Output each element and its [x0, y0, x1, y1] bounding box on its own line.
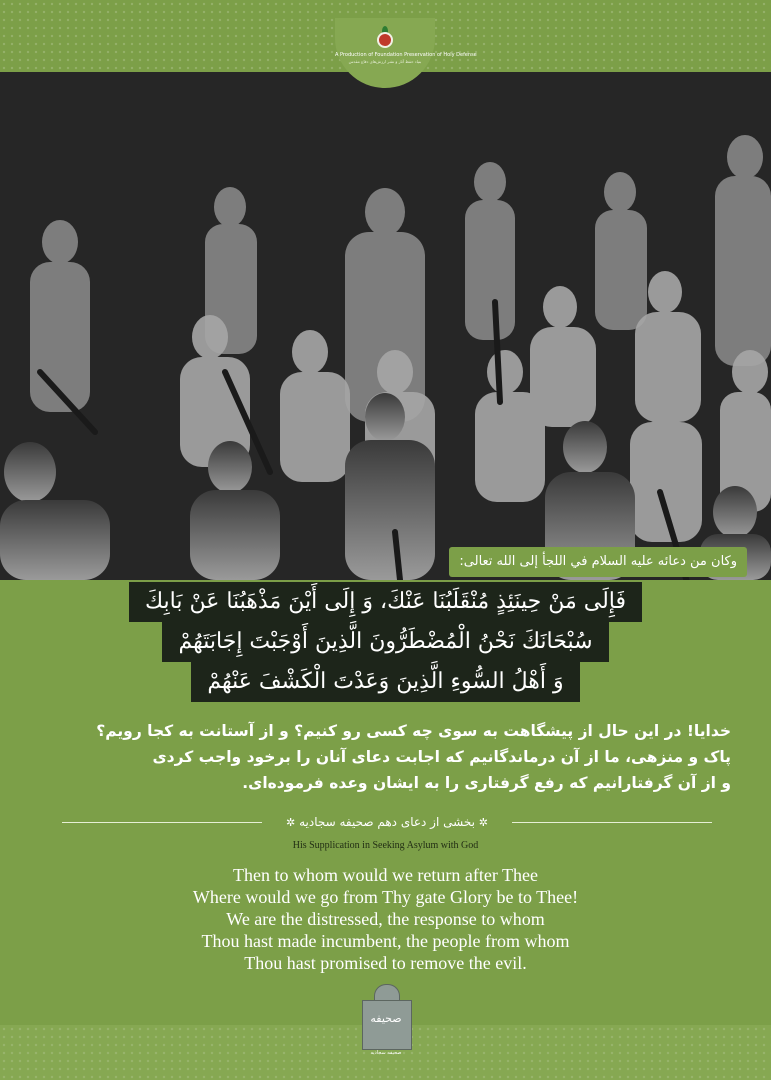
divider-line-left: [62, 822, 262, 823]
source-label: [262, 811, 512, 833]
english-line-1: Then to whom would we return after Thee: [232, 865, 539, 885]
arabic-line-1: فَإِلَى مَنْ حِينَئِذٍ مُنْقَلَبُنَا عَنْكَ، وَ إِلَى أَيْنَ مَذْهَبُنَا عَنْ بَابِكَ: [129, 582, 642, 622]
building-icon: [362, 1000, 412, 1050]
arabic-line-3-row: [0, 662, 771, 702]
persian-line-2: پاک و منزهی، ما از آن درماندگانیم که اجابت دعای آنان را برخود واجب کردی: [152, 748, 731, 766]
flower-icon: ✲: [478, 816, 488, 829]
arabic-line-2: سُبْحَانَكَ نَحْنُ الْمُضْطَرُّونَ الَّذِينَ أَوْجَبْتَ إِجَابَتَهُمْ: [162, 622, 608, 662]
arabic-line-2-row: [0, 622, 771, 662]
arabic-line-1-row: [0, 582, 771, 622]
source-divider: [62, 811, 712, 833]
sahifa-mark: صحیفه: [370, 1012, 402, 1025]
arabic-intro: وكان من دعائه عليه السلام في اللجأ إلى الله تعالى:: [449, 547, 747, 577]
arabic-line-3: وَ أَهْلُ السُّوءِ الَّذِينَ وَعَدْتَ الْكَشْفَ عَنْهُمْ: [191, 662, 579, 702]
english-title: His Supplication in Seeking Asylum with God: [292, 840, 479, 851]
photo-silhouettes: [0, 72, 771, 580]
emblem-icon: [374, 26, 396, 50]
sahifa-caption: صحیفه سجادیه: [370, 1050, 402, 1056]
english-line-5: Thou hast promised to remove the evil.: [244, 953, 527, 973]
persian-translation: [31, 718, 731, 796]
war-photo: [0, 72, 771, 580]
english-line-4: Thou hast made incumbent, the people from whom: [201, 931, 570, 951]
english-line-2: Where would we go from Thy gate Glory be to Thee!: [192, 887, 579, 907]
flower-icon: ✲: [286, 816, 296, 829]
persian-line-1: خدایا! در این حال از پیشگاهت به سوی چه کسی رو کنیم؟ و از آستانت به کجا رویم؟: [96, 722, 731, 740]
persian-line-3: و از آن گرفتارانیم که رفع گرفتاری را به ایشان وعده فرموده‌ای.: [242, 774, 731, 792]
logo-subcaption: بنیاد حفظ آثار و نشر ارزش‌های دفاع مقدس: [348, 59, 422, 64]
logo-caption: A Production of Foundation Preservation of Holy Defense: [335, 52, 477, 58]
sahifa-logo: [356, 982, 416, 1066]
english-line-3: We are the distressed, the response to whom: [226, 909, 545, 929]
divider-line-right: [512, 822, 712, 823]
english-translation: [0, 864, 771, 974]
source-text: بخشی از دعای دهم صحیفه سجادیه: [299, 815, 475, 829]
